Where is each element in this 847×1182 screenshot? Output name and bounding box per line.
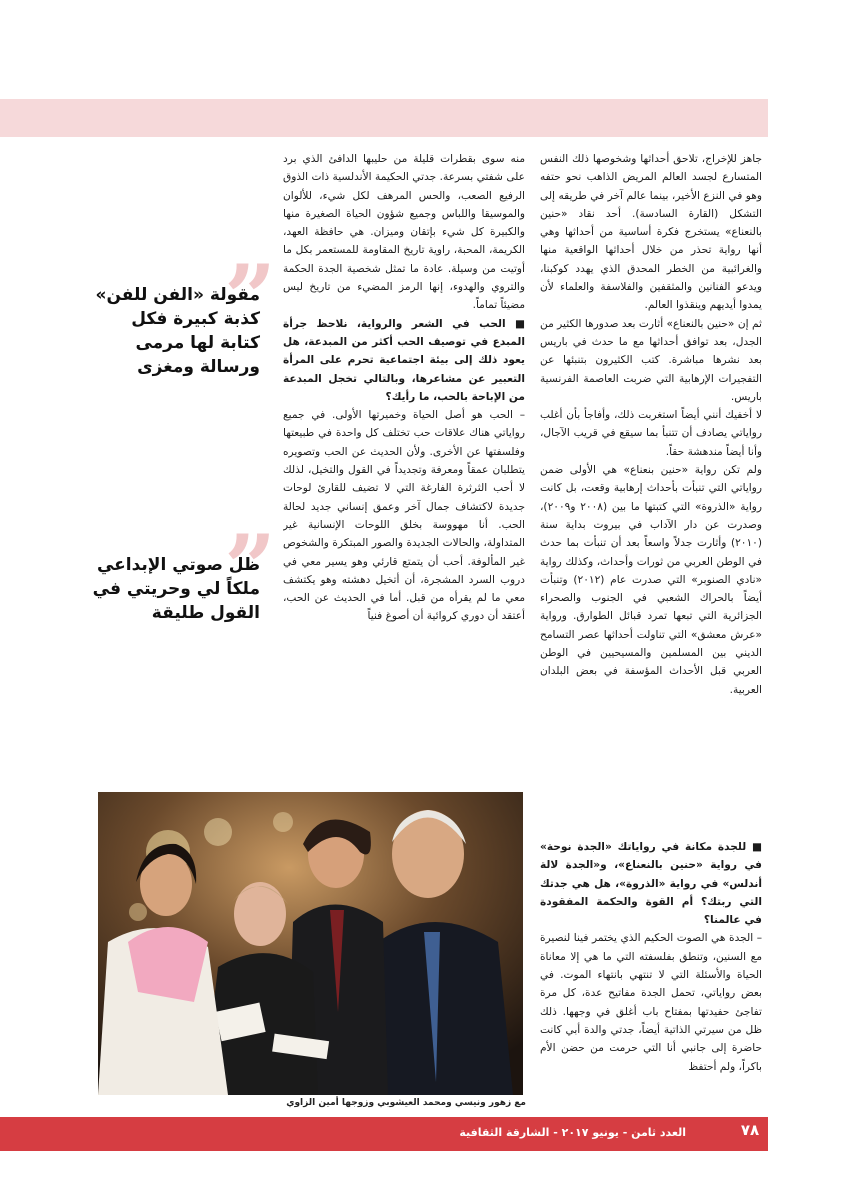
paragraph: – الجدة هي الصوت الحكيم الذي يختمر فينا لنصيرة مع السنين، وتنطق بفلسفته التي ما هي إلا معاناة الحياة والأسئلة التي لا تنتهي بانتهاء الموت. في بعض رواياتي، تحمل الجدة مفاتيح عدة، كل مرة تفاجئ حفيدتها بمفتاح باب أغلق في وجهها. ذلك ظل من سيرتي الذاتية أيضاً، جدتي والدة أبي كانت حاضرة إلى جانبي أنا التي حرمت من حضن الأم باكراً، ولم أحتفظ (540, 932, 762, 1073)
footer-bar (0, 1117, 768, 1151)
article-column-right-lower (540, 838, 762, 1100)
group-photo-image (98, 792, 523, 1095)
photo-caption: مع زهور ونيسي ومحمد العيشوبي وزوجها أمين الزاوي (286, 1098, 526, 1108)
paragraph: ثم إن «حنين بالنعناع» أثارت بعد صدورها الكثير من الجدل، بعد توافق أحداثها مع ما حدث في باريس بعد نشرها مباشرة. كتب الكثيرون بتنبئها عن التفجيرات الإرهابية التي ضربت العاصمة الفرنسية باريس. (540, 317, 762, 403)
pull-quote-2 (92, 515, 276, 625)
header-band (0, 99, 768, 137)
paragraph: ولم تكن رواية «حنين بنعناع» هي الأولى ضمن رواياتي التي تنبأت بأحداث إرهابية وقعت، بل كانت رواية «الذروة» التي كتبتها ما بين (٢٠٠٨ و٢٠٠٩)، وصدرت عن دار الآداب في بيروت بداية سنة (٢٠١٠) وأثارت جدلاً واسعاً بعد أن تنبأت بما حدث في الوطن العربي من ثورات وأحداث، وكذلك رواية «نادي الصنوبر» التي صدرت عام (٢٠١٢) وتنبأت أيضاً بالحراك الشعبي في الجنوب والصحراء الجزائرية التي تبعها تمرد قبائل الطوارق. ورواية «عرش معشق» التي تناولت أحداثها عصر التسامح الديني بين المسلمين والمسيحيين في الوطن العربي قبل الأحداث المؤسفة في بعض البلدان العربية. (540, 464, 762, 696)
quote-mark-icon: ” (224, 515, 276, 621)
footer-issue: العدد ثامن - يونيو ٢٠١٧ - الشارقة الثقافية (459, 1126, 686, 1139)
paragraph: لا أخفيك أنني أيضاً استغربت ذلك، وأفاجأ بأن أغلب رواياتي يصادف أن تتنبأ بما سيقع في قريب الآجال، وأنا أيضاً مندهشة حقاً. (540, 409, 762, 458)
quote-mark-icon: ” (224, 245, 276, 351)
paragraph: منه سوى بقطرات قليلة من حليبها الدافئ الذي برد على شفتي بسرعة. جدتي الحكيمة الأندلسية ذات الذوق الرفيع الصعب، والحس المرهف لكل شيء، للألوان والموسيقا واللباس وجميع شؤون الحياة الصغيرة منها والكبيرة كل شيء بإتقان وميزان. هي حافظة العهد، الكريمة، المحبة، راوية تاريخ المقاومة للمستعمر بكل ما أوتيت من وسيلة. عادة ما تمثل شخصية الجدة الحكمة والتروي والهدوء، إنها الرمز المضيء من تاريخ ليس مضيئاً تماماً. (283, 153, 525, 312)
paragraph: ■ للجدة مكانة في رواياتك «الجدة نوحة» في رواية «حنين بالنعناع»، و«الجدة لالة أندلس» في رواية «الذروة»، هل هي جدتك التي ربتك؟ أم القوة والحكمة المفقودة في عالمنا؟ (540, 841, 762, 927)
pull-quote-1-text: مقولة «الفن للفن» كذبة كبيرة فكل كتابة لها مرمى ورسالة ومغزى (95, 285, 260, 377)
article-column-middle (283, 150, 525, 790)
group-photo (98, 792, 523, 1095)
article-column-right (540, 150, 762, 810)
pull-quote-2-text: ظل صوتي الإبداعي ملكاً لي وحريتي في القول طليقة (92, 555, 260, 623)
paragraph: جاهز للإخراج، تلاحق أحداثها وشخوصها ذلك النفس المتسارع لجسد العالم المريض الذاهب نحو حتفه وهو في النزع الأخير، بينما عالم آخر في طريقه إلى التشكل (القارة السادسة). أحد نقاد «حنين بالنعناع» يستخرج فكرة أساسية من أحداثها وهي أنها رواية تحذر من خلال أحداثها الواقعية منها والغرائبية من الخطر المحدق الذي يهدد كوكبنا، ويدعو الفنانين والمثقفين والفلاسفة والعلماء لأن يمدوا أيديهم وينقذوا العالم. (540, 153, 762, 312)
paragraph: ■ الحب في الشعر والرواية، نلاحظ جرأة المبدع في توصيف الحب أكثر من المبدعة، هل يعود ذلك إلى بيئة اجتماعية تحرم على المرأة التعبير عن مشاعرها، وبالتالي تخجل المبدعة من الإباحة بالحب، ما رأيك؟ (283, 317, 525, 403)
pull-quote-1 (92, 245, 276, 379)
page-number: ٧٨ (740, 1121, 760, 1139)
paragraph: – الحب هو أصل الحياة وخميرتها الأولى. في جميع رواياتي هناك علاقات حب تختلف كل واحدة في طبيعتها وفلسفتها عن الأخرى. ولأن الحديث عن الحب وتصويره يتطلبان عمقاً ومعرفة وتجديداً في القول والتخيل، لذلك لا أحب الثرثرة الفارغة التي لا تضيف للقارئ لوحات جديدة لاكتشاف جمال آخر وعمق إنساني جديد لحالة الحب. أنا مهووسة بخلق اللوحات الإنسانية غير المتداولة، والحالات الجديدة والصور المبتكرة والشخوص غير المألوفة. أحب أن يتمتع قارئي وهو يسير معي في دروب السرد المشجرة، أن أتخيل دهشته وهو يكتشف معي ما لم يقرأه من قبل. أما في الحديث عن الحب، أعتقد أن دوري كروائية أن أصوغ فنياً (283, 409, 525, 623)
